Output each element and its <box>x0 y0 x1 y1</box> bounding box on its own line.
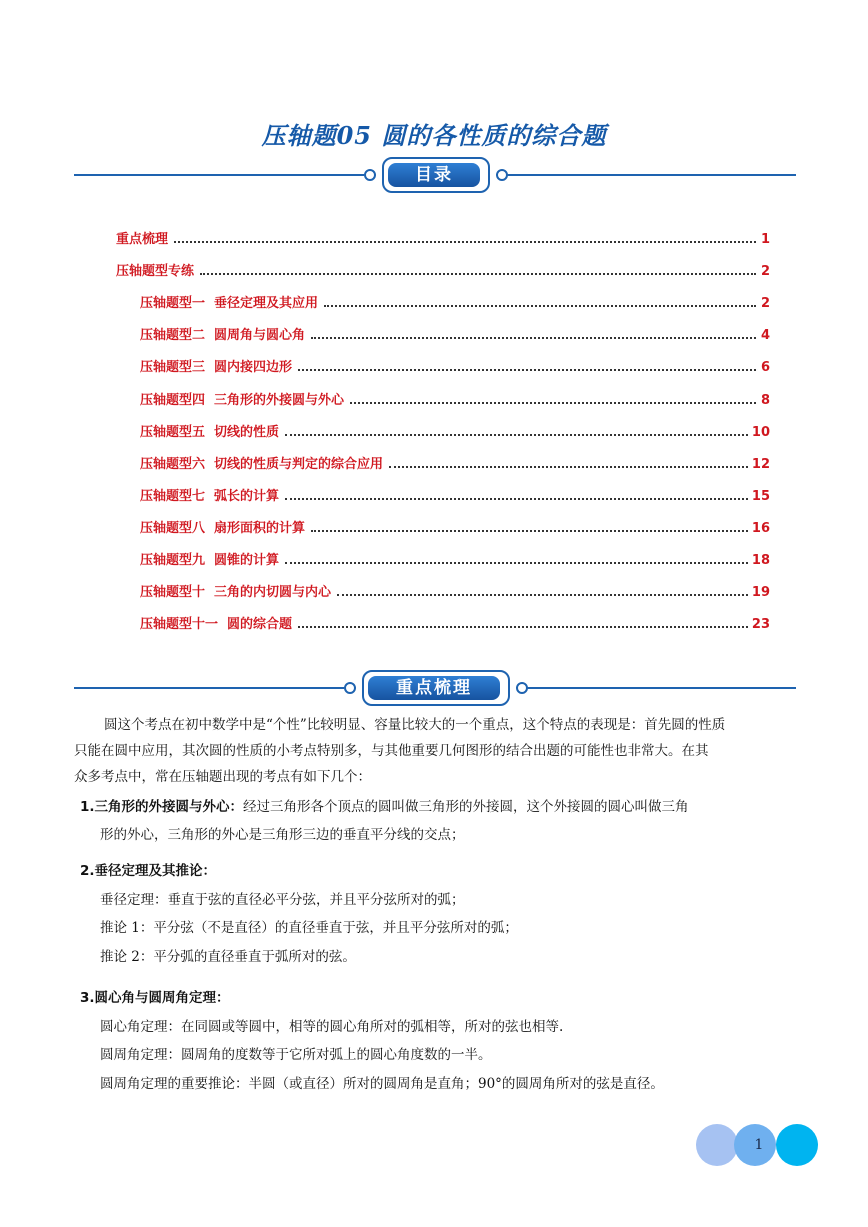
toc-entry-page: 10 <box>751 424 770 440</box>
toc-entry[interactable] <box>140 613 770 632</box>
toc-entry-label: 压轴题型十一 圆的综合题 <box>140 617 293 633</box>
point-text: 推论 1：平分弦（不是直径）的直径垂直于弦，并且平分弦所对的弧； <box>100 920 518 936</box>
toc-leader-dots <box>174 241 756 243</box>
toc-entry-label: 压轴题型八 扇形面积的计算 <box>140 520 306 536</box>
toc-entry-page: 4 <box>760 328 770 344</box>
toc-entry[interactable] <box>140 421 770 440</box>
toc-entry-label: 压轴题型一 垂径定理及其应用 <box>140 296 319 312</box>
toc-leader-dots <box>389 466 748 468</box>
toc-entry-label: 压轴题型二 圆周角与圆心角 <box>140 328 306 344</box>
intro-line: 圆这个考点在初中数学中是“个性”比较明显、容量比较大的一个重点，这个特点的表现是：首先圆的性质 <box>104 717 726 733</box>
point-text: 经过三角形各个顶点的圆叫做三角形的外接圆，这个外接圆的圆心叫做三角 <box>243 799 689 815</box>
toc-entry-label: 压轴题型九 圆锥的计算 <box>140 553 280 568</box>
page-title: 压轴题05 圆的各性质的综合题 <box>261 121 607 150</box>
toc-entry[interactable] <box>140 517 770 536</box>
toc-entry-label: 压轴题型七 弧长的计算 <box>140 488 280 504</box>
point-1 <box>80 794 689 820</box>
toc-entry[interactable] <box>140 356 770 375</box>
toc-leader-dots <box>350 402 756 404</box>
point-text: 圆心角定理：在同圆或等圆中，相等的圆心角所对的弧相等，所对的弦也相等. <box>100 1019 564 1035</box>
toc-leader-dots <box>285 498 748 500</box>
divider-line <box>74 174 364 176</box>
decor-circle <box>696 1124 738 1166</box>
page-indicator <box>696 1124 822 1166</box>
section-banner-label: 重点梳理 <box>368 676 500 700</box>
point-text: 圆周角定理：圆周角的度数等于它所对弧上的圆心角度数的一半。 <box>100 1047 492 1063</box>
toc-entry-page: 6 <box>760 360 770 376</box>
toc-entry[interactable] <box>140 453 770 472</box>
toc-leader-dots <box>285 434 748 436</box>
toc-banner-label: 目录 <box>388 163 480 187</box>
toc-leader-dots <box>285 562 748 564</box>
toc-leader-dots <box>311 530 748 532</box>
toc-entry[interactable] <box>140 389 770 408</box>
toc-entry-page: 15 <box>751 488 770 504</box>
divider-knob <box>344 682 356 694</box>
toc-leader-dots <box>311 337 756 339</box>
point-text: 形的外心，三角形的外心是三角形三边的垂直平分线的交点； <box>100 827 465 843</box>
toc-entry-label: 重点梳理 <box>116 232 169 247</box>
toc-entry-label: 压轴题型五 切线的性质 <box>140 424 280 440</box>
toc-leader-dots <box>298 369 756 371</box>
toc-entry-page: 16 <box>751 520 770 536</box>
toc-entry[interactable] <box>116 260 770 279</box>
point-text: 垂径定理：垂直于弦的直径必平分弦，并且平分弦所对的弧； <box>100 892 465 908</box>
toc-entry-page: 18 <box>751 553 770 568</box>
divider-line <box>526 687 796 689</box>
toc-entry-page: 2 <box>760 296 770 312</box>
intro-line: 只能在圆中应用，其次圆的性质的小考点特别多，与其他重要几何图形的结合出题的可能性也非常大。在其 <box>74 743 709 759</box>
toc-entry[interactable] <box>140 549 770 568</box>
toc-banner <box>74 157 796 193</box>
toc-leader-dots <box>298 626 748 628</box>
toc-leader-dots <box>337 594 748 596</box>
toc-leader-dots <box>200 273 756 275</box>
banner-frame <box>362 670 510 706</box>
point-heading: 2.垂径定理及其推论： <box>80 863 217 879</box>
toc-entry-page: 12 <box>751 456 770 472</box>
point-text: 圆周角定理的重要推论：半圆（或直径）所对的圆周角是直角；90°的圆周角所对的弦是直径。 <box>100 1076 664 1092</box>
divider-knob <box>364 169 376 181</box>
toc-entry[interactable] <box>140 581 770 600</box>
toc-entry-page: 19 <box>751 585 770 601</box>
toc-entry-label: 压轴题型专练 <box>116 264 195 280</box>
decor-circle <box>776 1124 818 1166</box>
point-text: 推论 2：平分弧的直径垂直于弧所对的弦。 <box>100 949 356 965</box>
toc-entry-page: 2 <box>760 264 770 280</box>
section-banner <box>74 670 796 706</box>
toc-entry-label: 压轴题型十 三角的内切圆与内心 <box>140 585 332 601</box>
point-heading: 1.三角形的外接圆与外心： <box>80 799 244 815</box>
toc-entry[interactable] <box>116 228 770 247</box>
page-number: 1 <box>754 1137 764 1153</box>
toc-entry-page: 23 <box>751 617 770 633</box>
toc-entry[interactable] <box>140 324 770 343</box>
divider-line <box>74 687 344 689</box>
point-heading: 3.圆心角与圆周角定理： <box>80 990 230 1006</box>
toc-entry[interactable] <box>140 292 770 311</box>
toc-entry[interactable] <box>140 485 770 504</box>
intro-line: 众多考点中，常在压轴题出现的考点有如下几个： <box>74 769 371 785</box>
toc-entry-page: 8 <box>760 392 770 408</box>
toc-entry-label: 压轴题型四 三角形的外接圆与外心 <box>140 392 345 408</box>
toc-entry-label: 压轴题型六 切线的性质与判定的综合应用 <box>140 456 384 472</box>
toc-entry-page: 1 <box>760 232 770 247</box>
banner-frame <box>382 157 490 193</box>
toc-entry-label: 压轴题型三 圆内接四边形 <box>140 360 293 376</box>
toc-leader-dots <box>324 305 756 307</box>
divider-line <box>506 174 796 176</box>
